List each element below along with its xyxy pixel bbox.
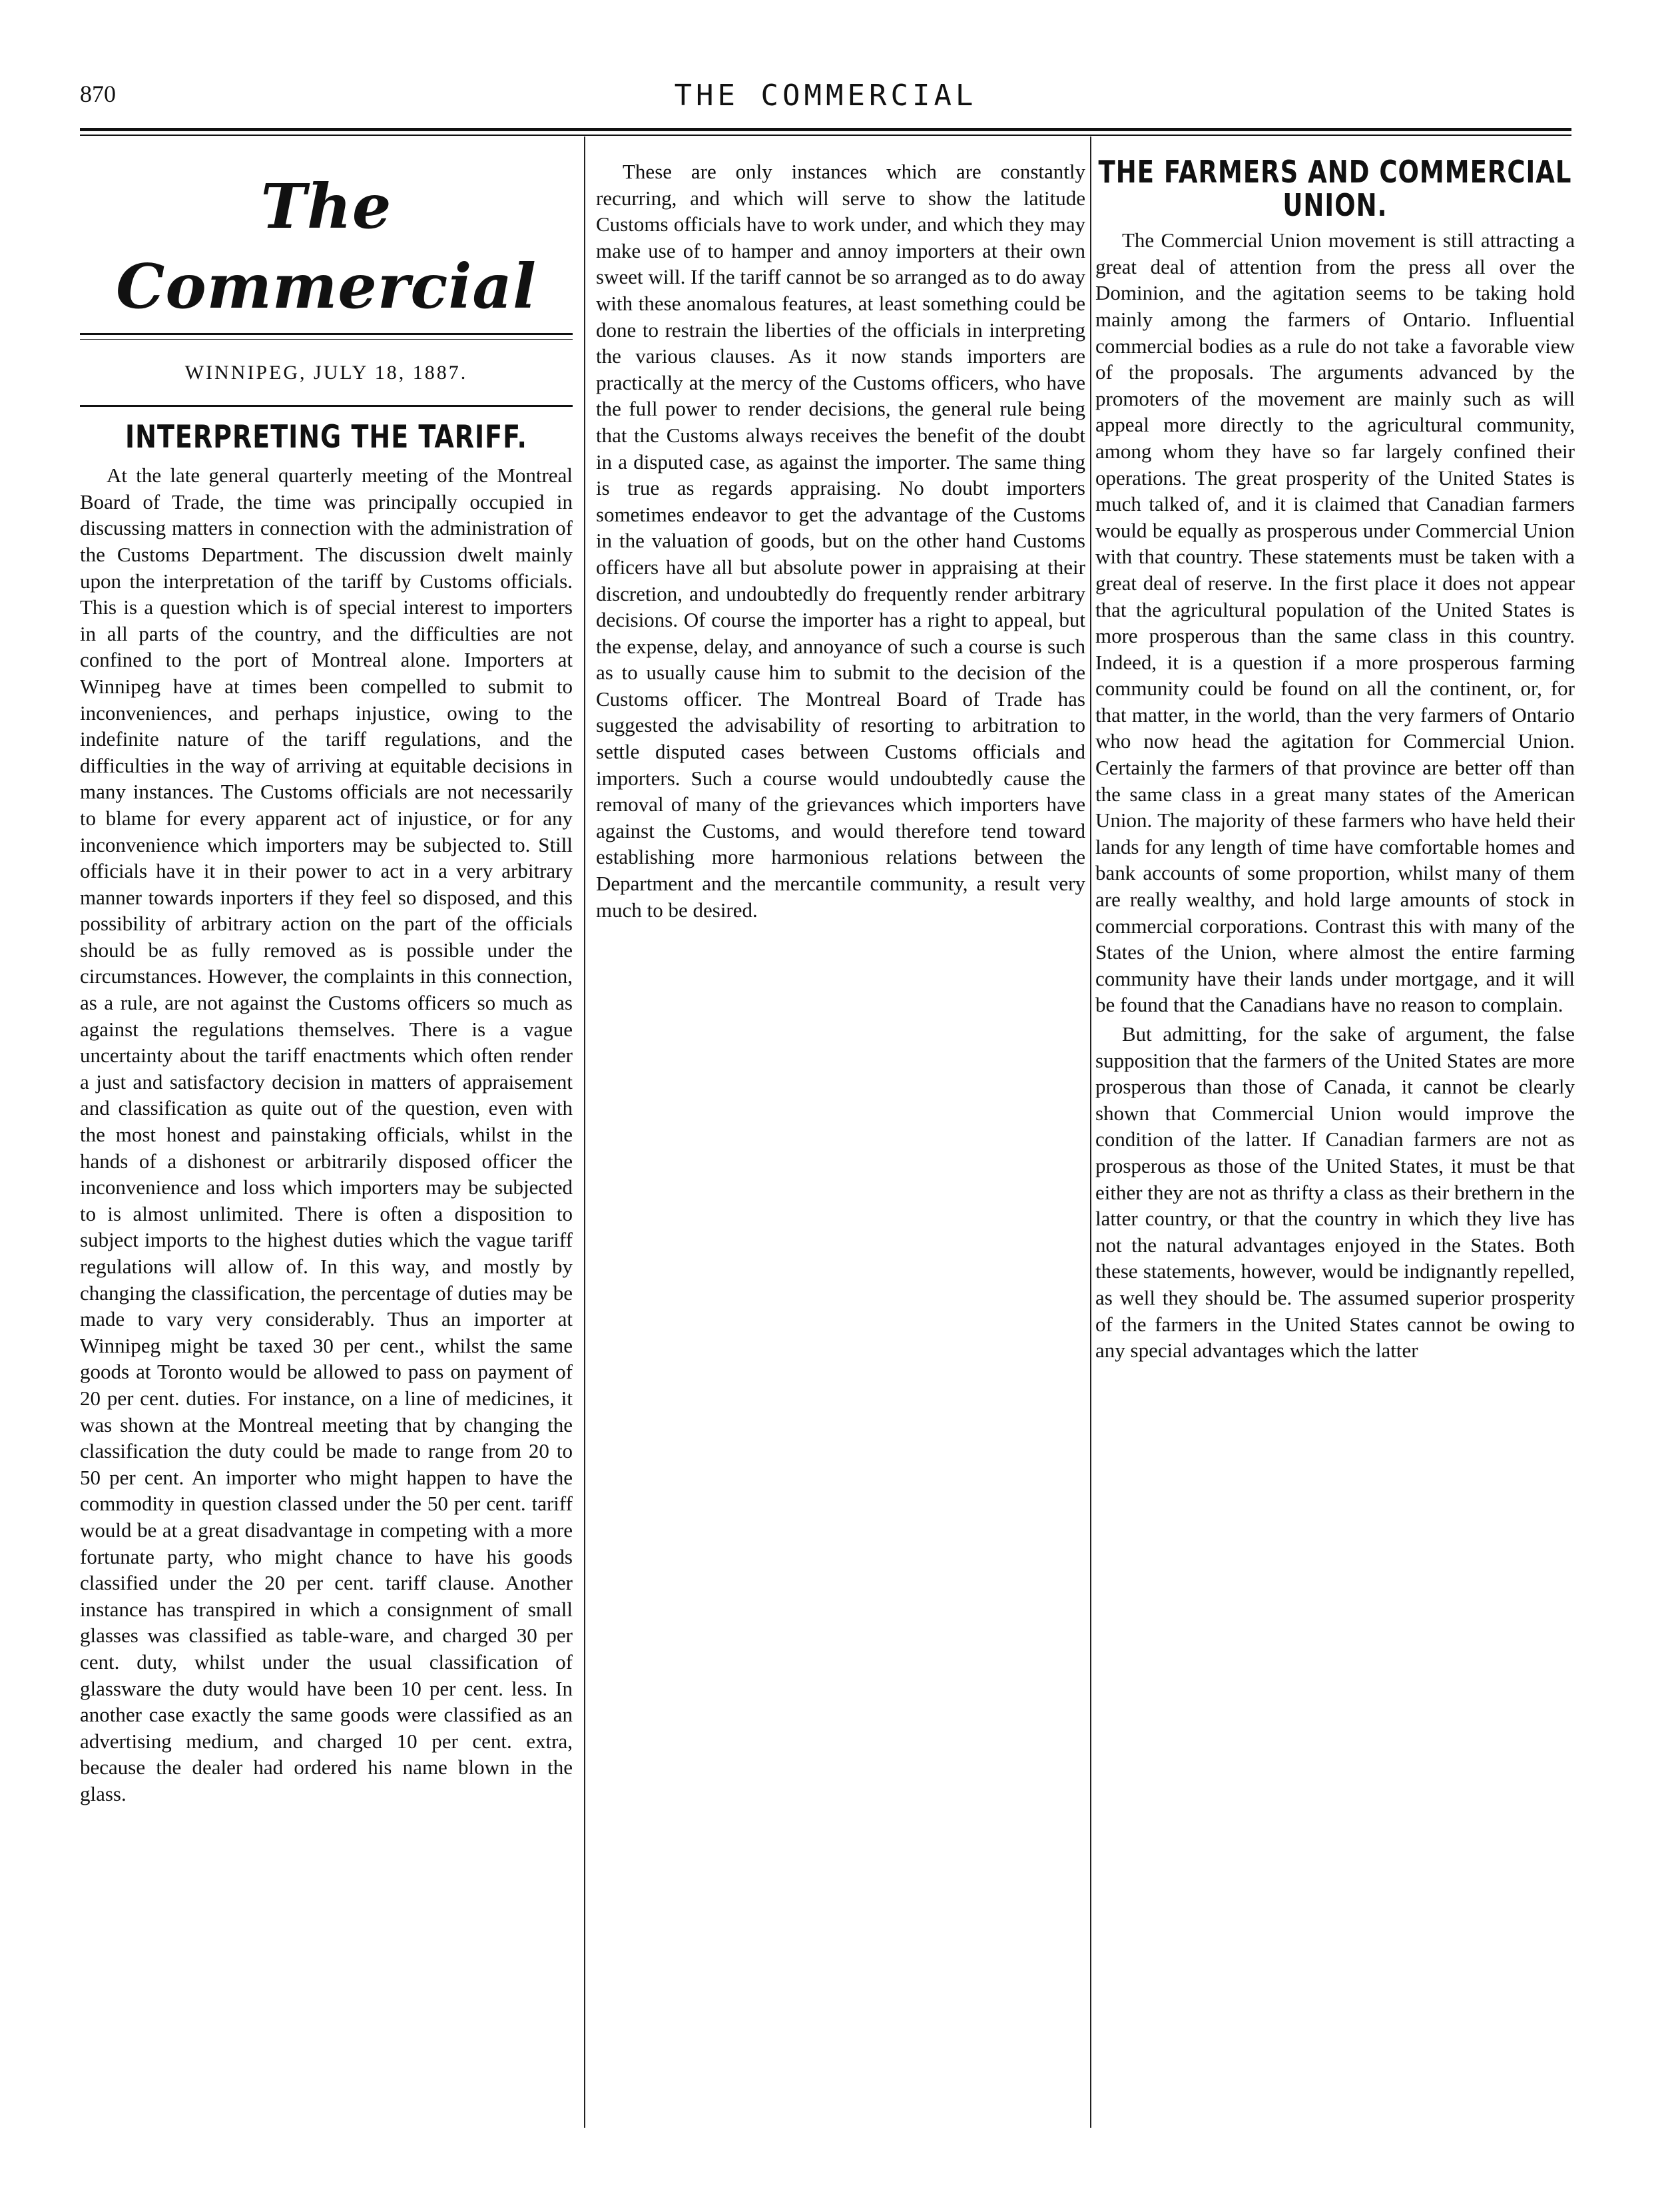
column-right bbox=[1095, 154, 1575, 1364]
dateline: WINNIPEG, JULY 18, 1887. bbox=[184, 362, 468, 384]
masthead-title: The Commercial bbox=[116, 170, 537, 322]
article-headline-commercial-union: THE FARMERS AND COMMERCIAL UNION. bbox=[1098, 154, 1572, 223]
article-headline-tariff: INTERPRETING THE TARIFF. bbox=[125, 418, 527, 455]
dateline-rule bbox=[80, 405, 573, 407]
column-middle bbox=[596, 158, 1085, 923]
page-header bbox=[80, 80, 1571, 120]
article-paragraph: These are only instances which are constantly recurring, and which will serve to show the latitude Customs officials have to work under, and which they may make use of to hamper and annoy importers at their own sweet will. If the tariff cannot be so arranged as to do away with these anomalous features, at least something could be done to restrain the liberties of the officials in interpreting the various clauses. As it now stands importers are practically at the mercy of the Customs officers, who have the full power to render decisions, the general rule being that the Customs always receives the benefit of the doubt in a disputed case, as against the importer. The same thing is true as regards appraising. No doubt importers sometimes endeavor to get the advantage of the Customs in the valuation of goods, but on the other hand Customs officers have all but absolute power in appraising at their discretion, and undoubtedly do frequently render arbitrary decisions. Of course the importer has a right to appeal, but the expense, delay, and annoyance of such a course is such as to usually cause him to submit to the decision of the Customs officer. The Montreal Board of Trade has suggested the advisability of resorting to arbitration to settle disputed cases between Customs officials and importers. Such a course would undoubtedly cause the removal of many of the grievances which importers have against the Customs, and would therefore tend toward establishing more harmonious relations between the Department and the mercantile community, a result very much to be desired. bbox=[596, 160, 1085, 922]
column-divider bbox=[584, 137, 585, 2128]
column-divider bbox=[1090, 137, 1091, 2128]
page-number: 870 bbox=[80, 81, 116, 107]
column-left bbox=[80, 153, 573, 1807]
article-paragraph: At the late general quarterly meeting of the Montreal Board of Trade, the time was principally occupied in discussing matters in connection with the administration of the Customs Department. The discussion dwelt mainly upon the interpretation of the tariff by Customs officials. This is a question which is of special interest to importers in all parts of the country, and the difficulties are not confined to the port of Montreal alone. Importers at Winnipeg have at times been compelled to submit to inconveniences, and perhaps injustice, owing to the indefinite nature of the tariff regulations, and the difficulties in the way of arriving at equitable decisions in many instances. The Customs officials are not necessarily to blame for every apparent act of injustice, or for any inconvenience which importers may be subjected to. Still officials have it in their power to act in a very arbitrary manner towards inporters if they feel so disposed, and this possibility of arbitrary action on the part of the officials should be as fully removed as is possible under the circumstances. However, the complaints in this connection, as a rule, are not against the Customs officers so much as against the regulations themselves. There is a vague uncertainty about the tariff enactments which often render a just and satisfactory decision in matters of appraisement and classification as quite out of the question, even with the most honest and painstaking officials, whilst in the hands of a dishonest or arbitrarily disposed officer the inconvenience and loss which importers may be subjected to is almost unlimited. There is often a disposition to subject imports to the highest duties which the vague tariff regulations will allow of. In this way, and mostly by changing the classification, the percentage of duties may be made to vary very considerably. Thus an importer at Winnipeg might be taxed 30 per cent., whilst the same goods at Toronto would be allowed to pass on payment of 20 per cent. duties. For instance, on a line of medicines, it was shown at the Montreal meeting that by changing the classification the duty could be made to range from 20 to 50 per cent. An importer who might happen to have the commodity in question classed under the 50 per cent. tariff would be at a great disadvantage in competing with a more fortunate party, who might chance to have his goods classified under the 20 per cent. tariff clause. Another instance has transpired in which a consignment of small glasses was classified as table-ware, and charged 30 per cent. duty, whilst under the usual classification of glassware the duty would have been 10 per cent. less. In another case exactly the same goods were classified as an advertising medium, and charged 10 per cent. extra, because the dealer had ordered his name blown in the glass. bbox=[80, 464, 573, 1805]
article-paragraph: But admitting, for the sake of argument, the false supposition that the farmers of the United States are more prosperous than those of Canada, it cannot be clearly shown that Commercial Union would improve the condition of the latter. If Canadian farmers are not as prosperous as those of the United States, it must be that either they are not as thrifty a class as their brethern in the latter country, or that the country in which they live has not the natural advantages enjoyed in the States. Both these statements, however, would be indignantly repelled, as well they should be. The assumed superior prosperity of the farmers in the United States cannot be owing to any special advantages which the latter bbox=[1095, 1022, 1575, 1363]
running-title: THE COMMERCIAL bbox=[674, 79, 978, 113]
article-paragraph: The Commercial Union movement is still attracting a great deal of attention from the press all over the Dominion, and the agitation seems to be taking hold mainly among the farmers of Ontario. Influential commercial bodies as a rule do not take a favorable view of the proposals. The arguments advanced by the promoters of the movement are mainly such as will appeal more directly to the agricultural community, among whom they have so far largely confined their operations. The great prosperity of the United States is much talked of, and it is claimed that Canadian farmers would be equally as prosperous under Commercial Union with that country. These statements must be taken with a great deal of reserve. In the first place it does not appear that the agricultural population of the United States is more prosperous than the same class in this country. Indeed, it is a question if a more prosperous farming community could be found on all the continent, or, for that matter, in the world, than the very farmers of Ontario who now head the agitation for Commercial Union. Certainly the farmers of that province are better off than the same class in a great many states of the American Union. The majority of these farmers who have held their lands for any length of time have comfortable homes and bank accounts of some proportion, whilst many of them are really wealthy, and hold large amounts of stock in commercial corporations. Contrast this with many of the States of the Union, where almost the entire farming community have their lands under mortgage, and it will be found that the Canadians have no reason to complain. bbox=[1095, 228, 1575, 1017]
header-rule-thin bbox=[80, 135, 1571, 136]
masthead-rule-thin bbox=[80, 339, 573, 340]
masthead-rule bbox=[80, 333, 573, 335]
article-tariff-body bbox=[80, 462, 573, 1807]
header-rule bbox=[80, 128, 1571, 131]
